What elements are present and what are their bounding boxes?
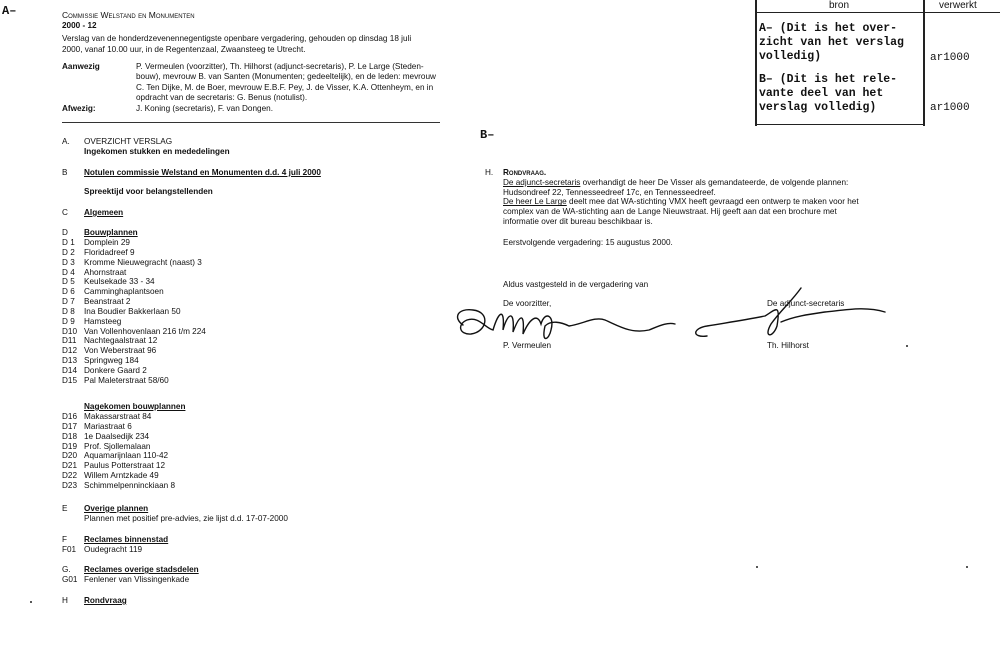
list-item: D23 Schimmelpenninckiaan 8: [62, 480, 176, 490]
scan-speck: [30, 601, 32, 603]
next-meeting: Eerstvolgende vergadering: 15 augustus 2000.: [503, 238, 673, 247]
section-f-item: F01 Oudegracht 119: [62, 545, 143, 554]
table-row-a-source: [759, 22, 904, 64]
list-item: D 1 Domplein 29: [62, 238, 130, 247]
source-line: vante deel van het: [759, 87, 884, 100]
list-item: D18 1e Daalsedijk 234: [62, 431, 150, 441]
marker-a: A–: [2, 4, 17, 18]
rondvraag-p2-line2: complex van de WA-stichting aan de Lange Nieuwstraat. Hij geeft aan dat een brochure met: [503, 207, 837, 217]
col-bron-header: bron: [829, 0, 850, 11]
rondvraag-p2-line3: informatie over dit bureau beschikbaar is.: [503, 216, 653, 226]
absent-text: J. Koning (secretaris), F. van Dongen.: [136, 104, 273, 113]
absent-label: Afwezig:: [62, 104, 96, 113]
intro-line-1: Verslag van de honderdzevenennegentigste openbare vergadering, gehouden op dinsdag 18 juli: [62, 34, 412, 43]
col-verwerkt-header: verwerkt: [939, 0, 977, 11]
nagekomen-list: [62, 412, 175, 491]
section-letter: G.: [62, 565, 71, 574]
list-item: D20 Aquamarijnlaan 110-42: [62, 451, 169, 461]
section-title: Overige plannen: [84, 504, 149, 513]
scan-speck: [966, 566, 968, 568]
intro-line-2: 2000, vanaf 10.00 uur, in de Regentenzaal, Zwaansteeg te Utrecht.: [62, 45, 306, 54]
rondvraag-p1: De adjunct-secretaris overhandigt de heer De Visser als gemandateerde, de volgende plannen:: [503, 178, 849, 187]
adopted-text: Aldus vastgesteld in de vergadering van: [503, 280, 649, 289]
table-row-b-source: [759, 73, 897, 115]
present-line: C. Ten Dijke, M. de Boer, mevrouw E.B.F. Pey, J. de Visser, K.A. Ottenheym, en in: [136, 82, 434, 92]
section-letter: F: [62, 535, 68, 544]
list-item: D13 Springweg 184: [62, 356, 139, 366]
rondvraag-p1-line2: Hudsondreef 22, Tennesseedreef 17c, en Tennesseedreef.: [503, 187, 716, 197]
source-line: B– (Dit is het rele-: [759, 73, 898, 86]
list-item: D17 Mariastraat 6: [62, 421, 132, 431]
source-line: A– (Dit is het over-: [759, 22, 898, 35]
source-line: volledig): [759, 50, 822, 63]
secretary-name: Th. Hilhorst: [767, 341, 809, 350]
rondvraag-letter: H.: [485, 168, 494, 177]
section-letter: A.: [62, 137, 70, 146]
list-item: D11 Nachtegaalstraat 12: [62, 336, 158, 346]
source-table: [755, 0, 1000, 126]
present-line: bouw), mevrouw B. van Santen (Monumenten; gedeeltelijk), en de leden: mevrouw: [136, 72, 436, 82]
scan-speck: [756, 566, 758, 568]
section-letter: H: [62, 596, 68, 605]
chair-name: P. Vermeulen: [503, 341, 552, 350]
rondvraag-body: [503, 178, 859, 227]
section-title: Rondvraag: [84, 596, 127, 605]
rondvraag-title: Rondvraag.: [503, 168, 547, 177]
chair-label: De voorzitter,: [503, 299, 552, 308]
section-b-sub: Spreektijd voor belangstellenden: [84, 187, 213, 196]
list-item: D16 Makassarstraat 84: [62, 412, 152, 421]
chair-signature: [458, 310, 675, 339]
list-item: D10 Van Vollenhovenlaan 216 t/m 224: [62, 326, 206, 336]
list-item: D21 Paulus Potterstraat 12: [62, 461, 166, 471]
section-letter: C: [62, 208, 68, 217]
list-item: D 8 Ina Boudier Bakkerlaan 50: [62, 306, 181, 316]
source-line: zicht van het verslag: [759, 36, 904, 49]
rondvraag-p2: De heer Le Large deelt mee dat WA-stichting VMX heeft gevraagd een ontwerp te maken voor het: [503, 197, 859, 207]
list-item: D15 Pal Maleterstraat 58/60: [62, 375, 169, 385]
list-item: D 3 Kromme Nieuwegracht (naast) 3: [62, 257, 202, 267]
present-list: [136, 62, 436, 103]
section-a-sub: Ingekomen stukken en mededelingen: [84, 147, 230, 156]
source-line: verslag volledig): [759, 101, 877, 114]
list-item: D 5 Keulsekade 33 - 34: [62, 277, 155, 287]
section-letter: E: [62, 504, 68, 513]
list-item: D 2 Floridadreef 9: [62, 247, 135, 257]
present-line: opdracht van de secretaris: G. Benus (notulist).: [136, 92, 308, 102]
section-title: Notulen commissie Welstand en Monumenten d.d. 4 juli 2000: [84, 168, 321, 177]
list-item: D12 Von Weberstraat 96: [62, 346, 157, 356]
secretary-signature: [696, 288, 885, 336]
org-name: Commissie Welstand en Monumenten: [62, 10, 195, 20]
list-item: D 4 Ahornstraat: [62, 267, 127, 277]
list-item: D 7 Beanstraat 2: [62, 297, 131, 307]
section-title: Algemeen: [84, 208, 124, 217]
present-line: P. Vermeulen (voorzitter), Th. Hilhorst (adjunct-secretaris), P. Le Large (Steden-: [136, 62, 424, 71]
list-item: D22 Willem Arntzkade 49: [62, 471, 159, 481]
section-title: Reclames overige stadsdelen: [84, 565, 199, 574]
list-item: D14 Donkere Gaard 2: [62, 365, 147, 375]
list-item: D 9 Hamsteeg: [62, 316, 122, 326]
section-e-text: Plannen met positief pre-advies, zie lijst d.d. 17-07-2000: [84, 514, 288, 523]
section-letter: D: [62, 228, 68, 237]
list-item: D19 Prof. Sjollemalaan: [62, 441, 151, 451]
header-divider: [62, 122, 440, 123]
scan-speck: [906, 345, 908, 347]
bouwplannen-list: [62, 238, 206, 386]
present-label: Aanwezig: [62, 62, 100, 71]
nagekomen-title: Nagekomen bouwplannen: [84, 402, 186, 411]
section-g-item: G01 Fenlener van Vlissingenkade: [62, 575, 190, 584]
section-title: OVERZICHT VERSLAG: [84, 137, 173, 146]
table-row-b-ref: ar1000: [930, 102, 970, 114]
signatures: [445, 280, 915, 360]
report-code: 2000 - 12: [62, 21, 97, 30]
table-row-a-ref: ar1000: [930, 52, 970, 64]
list-item: D 6 Camminghaplantsoen: [62, 287, 164, 297]
section-title: Reclames binnenstad: [84, 535, 169, 544]
section-title: Bouwplannen: [84, 228, 138, 237]
secretary-label: De adjunct-secretaris: [767, 299, 845, 308]
marker-b: B–: [480, 128, 495, 142]
section-letter: B: [62, 168, 68, 177]
